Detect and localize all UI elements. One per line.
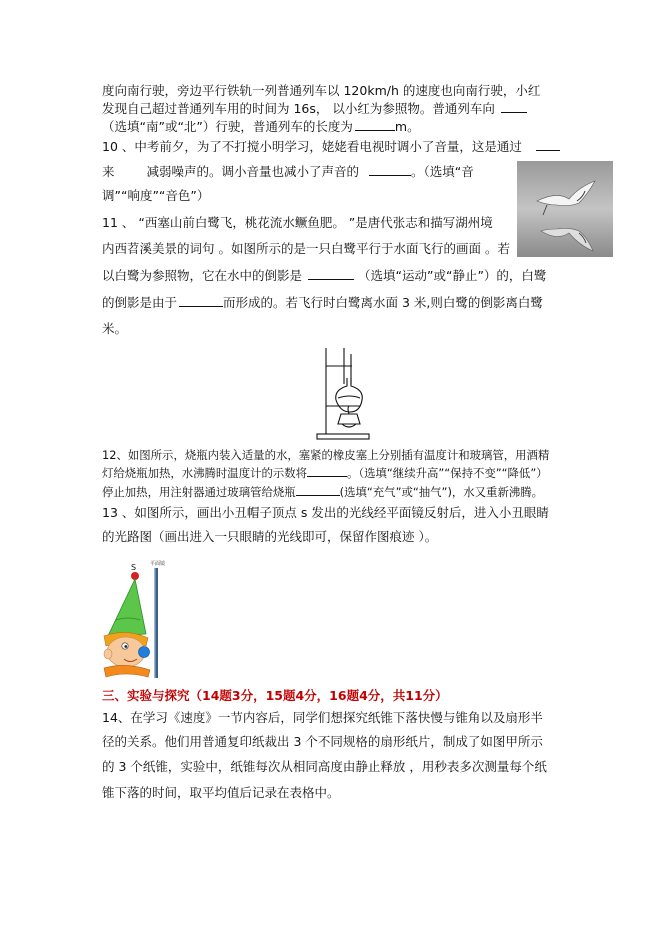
q10-blank-property[interactable]	[369, 163, 411, 176]
clown-ear	[104, 649, 112, 659]
q13-line-1: 13 、如图所示，画出小丑帽子顶点 s 发出的光线经平面镜反射后，进入小丑眼睛	[102, 505, 549, 520]
q12-line-2	[102, 464, 548, 482]
q12-line-2-b: 。（选填“继续升高”“保持不变”“降低”）	[347, 466, 548, 480]
q11-line-4-b: 而形成的。若飞行时白鹭离水面 3 米,则白鹭的倒影离白鹭	[223, 295, 543, 310]
mirror-label: 平面镜	[150, 561, 166, 567]
q14-line-3: 的 3 个纸锥，实验中，纸锥每次从相同高度由静止释放 ，用秒表多次测量每个纸	[102, 759, 547, 774]
q10-line-1	[102, 138, 560, 156]
q12-line-1: 12、如图所示，烧瓶内装入适量的水，塞紧的橡皮塞上分别插有温度计和玻璃管，用酒精	[102, 448, 550, 462]
q9-blank-length[interactable]	[355, 118, 395, 131]
q9-line-3-unit: m。	[394, 119, 420, 134]
clown-hat	[108, 579, 146, 636]
q10-line-1-text: 10 、中考前夕，为了不打搅小明学习，姥姥看电视时调小了音量，这是通过	[102, 139, 522, 154]
q12-line-3-b: (选填“充气”或“抽气”)，水又重新沸腾。	[339, 485, 544, 499]
section-3-heading: 三、实验与探究（14题3分，15题4分，16题4分，共11分）	[102, 688, 448, 703]
q9-line-3	[102, 118, 420, 136]
clown-nose	[139, 647, 150, 658]
clown-mirror-figure	[100, 556, 180, 680]
q11-line-4-a: 的倒影是由于	[102, 295, 178, 310]
point-s-label: S	[131, 563, 137, 572]
q10-line-2-a: 来	[102, 164, 115, 179]
q9-line-2-text: 发现自己超过普通列车用的时间为 16s， 以小红为参照物。普通列车向	[102, 101, 495, 116]
q14-line-4: 锥下落的时间，取平均值后记录在表格中。	[102, 785, 340, 800]
q11-blank-reason[interactable]	[179, 294, 223, 307]
q9-line-3-text: （选填“南”或“北”）行驶，普通列车的长度为	[102, 119, 353, 134]
q11-line-3-b: （选填“运动”或“静止”）的，白鹭	[358, 268, 547, 283]
q10-line-3: 调”“响度”“音色”）	[102, 188, 210, 203]
q14-line-1: 14、在学习《速度》一节内容后，同学们想探究纸锥下落快慢与锥角以及扇形半	[102, 710, 543, 725]
q9-line-2	[102, 100, 527, 118]
clown-collar	[104, 665, 150, 677]
plane-mirror-highlight	[154, 568, 156, 678]
q11-line-3-a: 以白鹭为参照物，它在水中的倒影是	[102, 268, 303, 283]
q12-blank-action[interactable]	[296, 483, 340, 496]
q14-line-2: 径的关系。他们用普通复印纸裁出 3 个不同规格的扇形纸片，制成了如图甲所示	[102, 734, 543, 749]
q11-line-2: 内西苕溪美景的词句 。如图所示的是一只白鹭平行于水面飞行的画面 。若	[102, 241, 510, 256]
q11-line-4	[102, 294, 543, 312]
q10-line-2-b: 减弱噪声的。调小音量也减小了声音的	[146, 164, 360, 179]
q11-line-3	[102, 267, 546, 285]
q11-line-1: 11 、 “西塞山前白鹭飞，桃花流水鳜鱼肥。 ”是唐代张志和描写湖州境	[102, 215, 493, 230]
q12-line-3-a: 停止加热，用注射器通过玻璃管给烧瓶	[102, 485, 296, 499]
q10-line-2-c: 。（选填“音	[411, 164, 474, 179]
q10-blank-method[interactable]	[536, 138, 560, 151]
q12-blank-reading[interactable]	[307, 464, 347, 477]
q12-line-3	[102, 483, 543, 501]
flask-apparatus-figure	[314, 344, 372, 442]
egret-photo	[517, 161, 613, 257]
q9-line-1: 度向南行驶，旁边平行铁轨一列普通列车以 120km/h 的速度也向南行驶，小红	[102, 83, 541, 98]
q13-line-2: 的光路图（画出进入一只眼睛的光线即可，保留作图痕迹 ）。	[102, 529, 438, 544]
q11-line-5: 米。	[102, 321, 128, 336]
q9-blank-direction[interactable]	[501, 100, 527, 113]
q11-blank-motion[interactable]	[308, 267, 354, 280]
q10-line-2	[102, 163, 474, 181]
q12-line-2-a: 灯给烧瓶加热，水沸腾时温度计的示数将	[102, 466, 308, 480]
